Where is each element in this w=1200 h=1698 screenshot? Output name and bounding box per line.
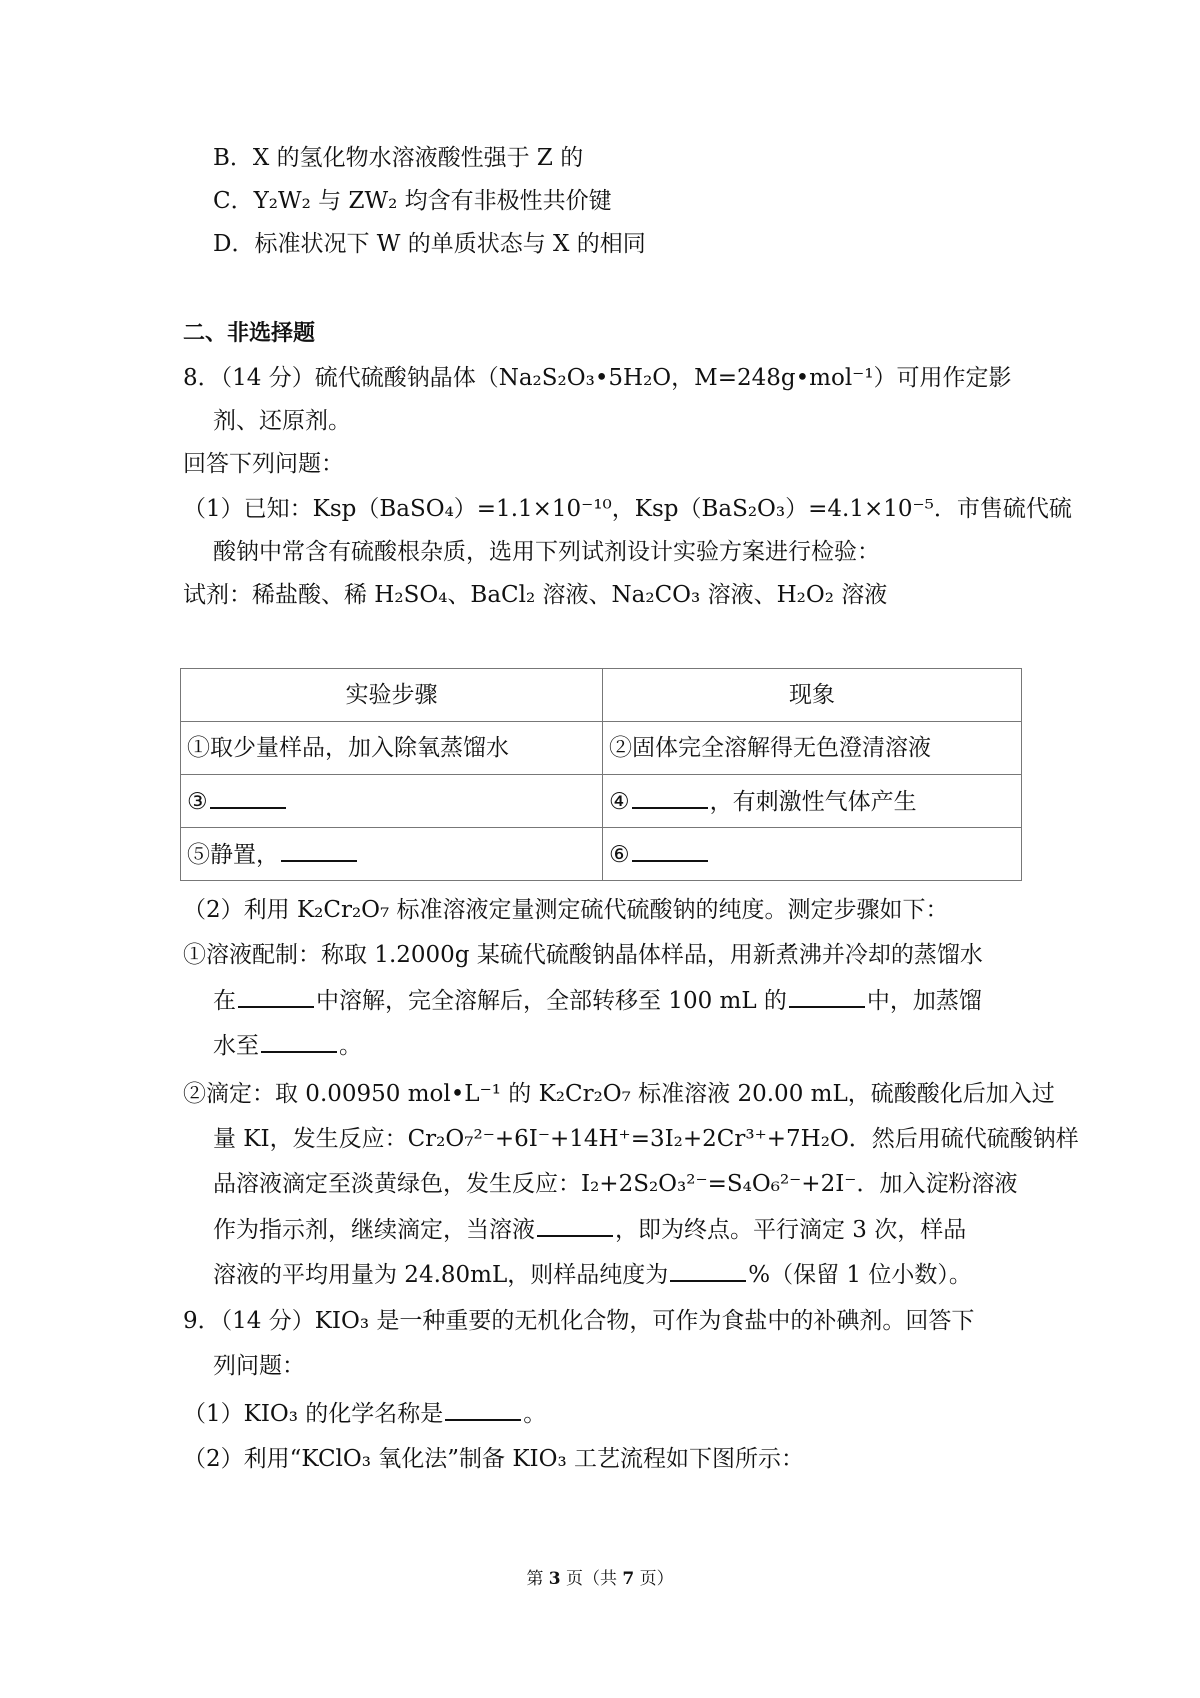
text: 在 [213,988,236,1014]
table-header-phenomenon: 现象 [603,669,1022,722]
text: （1）KIO₃ 的化学名称是 [183,1401,444,1427]
q9-part2: （2）利用“KClO₃ 氧化法”制备 KIO₃ 工艺流程如下图所示： [183,1446,805,1472]
answer-blank[interactable] [210,785,286,809]
q8-line2: 剂、还原剂。 [213,408,351,434]
table-cell: ②固体完全溶解得无色澄清溶液 [603,722,1022,775]
text: 作为指示剂，继续滴定，当溶液 [213,1217,535,1243]
q8-step1-line1: ①溶液配制：称取 1.2000g 某硫代硫酸钠晶体样品，用新煮沸并冷却的蒸馏水 [183,942,983,968]
q9-part1 [183,1397,546,1430]
q8-reagents: 试剂：稀盐酸、稀 H₂SO₄、BaCl₂ 溶液、Na₂CO₃ 溶液、H₂O₂ 溶液 [183,582,888,608]
table-header-row [181,669,1022,722]
table-cell [181,775,603,828]
experiment-table [180,668,1022,881]
page-number: 3 [548,1569,561,1589]
text: 溶液的平均用量为 24.80mL，则样品纯度为 [213,1262,669,1288]
table-cell [603,828,1022,881]
cell-text: ⑥ [609,841,630,868]
footer-text: 第 [526,1569,549,1589]
q8-step2-line4 [213,1213,966,1246]
q8-step2-line1: ②滴定：取 0.00950 mol•L⁻¹ 的 K₂Cr₂O₇ 标准溶液 20.00 mL，硫酸酸化后加入过 [183,1081,1055,1107]
q8-prompt: 回答下列问题： [183,451,344,477]
table-cell: ①取少量样品，加入除氧蒸馏水 [181,722,603,775]
text: 中，加蒸馏 [866,988,982,1014]
answer-blank[interactable] [238,984,314,1008]
text: 水至 [213,1033,259,1059]
q9-line1: 9．（14 分）KIO₃ 是一种重要的无机化合物，可作为食盐中的补碘剂。回答下 [183,1308,975,1334]
answer-blank[interactable] [632,785,708,809]
answer-blank[interactable] [789,984,865,1008]
page-total: 7 [622,1569,635,1589]
text: 。 [339,1033,362,1059]
answer-blank[interactable] [445,1397,521,1421]
page-footer [0,1564,1200,1589]
cell-text: ③ [187,788,208,815]
text: 中溶解，完全溶解后，全部转移至 100 mL 的 [316,988,787,1014]
answer-blank[interactable] [537,1213,613,1237]
cell-suffix: ，有刺激性气体产生 [709,788,917,815]
footer-text: 页（共 [560,1569,623,1589]
table-row [181,722,1022,775]
q8-part2-line1: （2）利用 K₂Cr₂O₇ 标准溶液定量测定硫代硫酸钠的纯度。测定步骤如下： [183,897,949,923]
table-cell [181,828,603,881]
answer-blank[interactable] [670,1258,746,1282]
q9-line2: 列问题： [213,1353,305,1379]
table-row [181,775,1022,828]
q8-step1-line2 [213,984,982,1017]
footer-text: 页） [634,1569,674,1589]
answer-blank[interactable] [632,838,708,862]
text: %（保留 1 位小数）。 [748,1262,972,1288]
option-d: D．标准状况下 W 的单质状态与 X 的相同 [213,231,646,257]
text: 。 [523,1401,547,1427]
cell-text: ⑤静置， [187,841,279,868]
section-title: 二、非选择题 [183,321,316,346]
q8-step2-line3: 品溶液滴定至淡黄绿色，发生反应：I₂+2S₂O₃²⁻=S₄O₆²⁻+2I⁻．加入淀粉溶液 [213,1171,1018,1197]
option-b: B．X 的氢化物水溶液酸性强于 Z 的 [213,145,584,171]
q8-part1-line2: 酸钠中常含有硫酸根杂质，选用下列试剂设计实验方案进行检验： [213,539,880,565]
answer-blank[interactable] [281,838,357,862]
q8-step2-line2: 量 KI，发生反应：Cr₂O₇²⁻+6I⁻+14H⁺=3I₂+2Cr³⁺+7H₂O．然后用硫代硫酸钠样 [213,1126,1079,1152]
table-row [181,828,1022,881]
option-c: C．Y₂W₂ 与 ZW₂ 均含有非极性共价键 [213,188,612,214]
table-header-step: 实验步骤 [181,669,603,722]
table-cell [603,775,1022,828]
q8-line1: 8．（14 分）硫代硫酸钠晶体（Na₂S₂O₃•5H₂O，M=248g•mol⁻¹）可用作定影 [183,365,1012,391]
q8-step2-line5 [213,1258,972,1291]
answer-blank[interactable] [261,1029,337,1053]
cell-text: ④ [609,788,630,815]
text: ，即为终点。平行滴定 3 次，样品 [615,1217,967,1243]
q8-part1-line1: （1）已知：Ksp（BaSO₄）=1.1×10⁻¹⁰，Ksp（BaS₂O₃）=4.1×10⁻⁵．市售硫代硫 [183,496,1072,522]
q8-step1-line3 [213,1029,362,1062]
